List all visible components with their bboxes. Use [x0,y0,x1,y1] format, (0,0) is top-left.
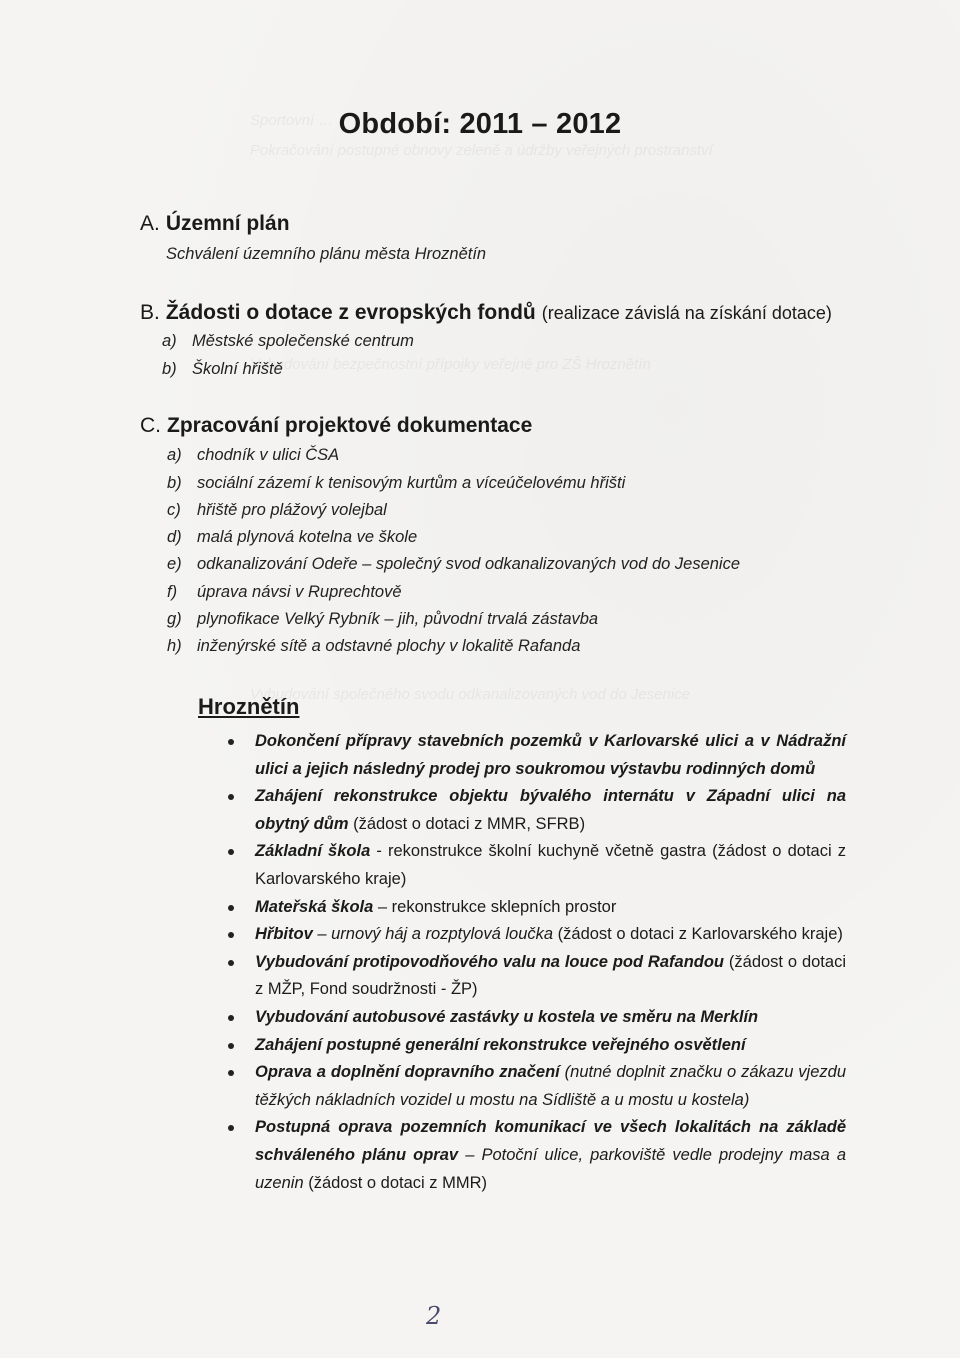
section-b-item [162,360,283,379]
item-text: sociální zázemí k tenisovým kurtům a víceúčelovému hřišti [197,474,626,492]
item-italic: – Potoční ulice, parkoviště vedle prodejny masa a uzenin [255,1145,846,1192]
section-a-item: Schválení územního plánu města Hroznětín [166,245,487,263]
item-label: a) [162,332,177,350]
bullet-icon [228,960,234,966]
section-c-item [167,501,387,520]
item-label: h) [167,637,182,655]
item-italic: (nutné doplnit značku o zákazu vjezdu těžkých nákladních vozidel u mostu na Sídliště a u mostu u kostela) [255,1063,846,1109]
item-rest: (žádost o dotaci z MMR) [303,1173,488,1192]
item-rest: (žádost o dotaci z MMR, SFRB) [348,814,586,833]
item-label: e) [167,555,182,573]
list-item [198,1004,846,1032]
page-title: Období: 2011 – 2012 [338,108,622,140]
item-bold: Postupná oprava pozemních komunikací ve všech lokalitách na základě schváleného plánu oprav [255,1118,846,1164]
bullet-icon [228,932,234,938]
section-c-item [167,583,402,602]
item-label: b) [162,360,177,378]
item-label: b) [167,474,182,492]
bleed-through-text: Pokračování postupné obnovy zeleně a údržby veřejných prostranství [250,142,713,159]
item-text: odkanalizování Odeře – společný svod odkanalizovaných vod do Jesenice [197,555,741,573]
item-italic: – urnový háj a rozptylová loučka [312,925,554,944]
list-item [198,728,846,783]
bullet-icon [228,1015,234,1021]
hroznetin-bullet-list [198,728,846,1197]
item-text: úprava návsi v Ruprechtově [197,583,402,601]
item-text: malá plynová kotelna ve škole [197,528,418,546]
item-bold: Zahájení postupné generální rekonstrukce veřejného osvětlení [255,1035,746,1054]
item-bold: Zahájení rekonstrukce objektu bývalého internátu v Západní ulici na obytný dům [255,787,846,833]
item-rest: - rekonstrukce školní kuchyně včetně gastra (žádost o dotaci z Karlovarského kraje) [255,842,846,888]
item-text: inženýrské sítě a odstavné plochy v lokalitě Rafanda [197,637,581,655]
item-bold: Základní škola [255,842,371,861]
list-item [198,1114,846,1197]
bleed-through-text: Sportovní … [250,112,334,129]
list-item [198,783,846,838]
item-text: Školní hřiště [192,360,283,378]
section-a-heading [140,212,290,236]
item-label: a) [167,446,182,464]
section-letter: B. [140,301,160,324]
item-bold: Vybudování autobusové zastávky u kostela ve směru na Merklín [255,1007,759,1026]
item-bold: Dokončení přípravy stavebních pozemků v Karlovarské ulici a v Nádražní ulici a jejich následný prodej pro soukromou výstavbu rodinných domů [255,732,846,778]
item-label: c) [167,501,181,519]
item-text: chodník v ulici ČSA [197,446,340,464]
list-item [198,894,846,922]
section-c-item [167,446,339,465]
section-c-item [167,528,417,547]
section-c-item [167,610,598,629]
section-title: Územní plán [165,212,290,235]
section-b-item [162,332,414,351]
list-item [198,921,846,949]
section-c-item [167,474,625,493]
section-title: Zpracování projektové dokumentace [167,414,533,437]
bullet-icon [228,905,234,911]
item-label: g) [167,610,182,628]
bullet-icon [228,1070,234,1076]
item-label: d) [167,528,182,546]
list-item [198,838,846,893]
bullet-icon [228,1125,234,1131]
bullet-icon [228,1043,234,1049]
list-item [198,949,846,1004]
section-note: (realizace závislá na získání dotace) [541,303,832,323]
bleed-through-text: Vybudování společného svodu odkanalizovaných vod do Jesenice [250,686,691,703]
list-item [198,1059,846,1114]
section-letter: A. [140,212,160,235]
item-rest: (žádost o dotaci z MŽP, Fond soudržnosti - ŽP) [255,952,846,999]
item-rest: (žádost o dotaci z Karlovarského kraje) [553,925,843,944]
section-c-heading [140,414,532,438]
item-bold: Hřbitov [255,925,313,944]
page-number: 2 [426,1302,442,1330]
section-c-item [167,637,580,656]
section-b-heading [140,301,832,325]
item-label: f) [167,583,178,601]
bullet-icon [228,849,234,855]
item-bold: Mateřská škola [255,897,374,916]
item-bold: Oprava a doplnění dopravního značení [255,1063,560,1082]
section-c-item [167,555,740,574]
item-text: Městské společenské centrum [192,332,414,350]
item-rest: – rekonstrukce sklepních prostor [373,897,617,916]
section-title: Žádosti o dotace z evropských fondů [165,301,536,324]
bullet-icon [228,794,234,800]
bleed-through-text: Vybudování bezpečnostní přípojky veřejné pro ZŠ Hroznětín [250,356,651,373]
bullet-icon [228,739,234,745]
item-bold: Vybudování protipovodňového valu na louce pod Rafandou [255,952,725,971]
list-item [198,1032,846,1060]
hroznetin-heading: Hroznětín [198,694,300,719]
item-text: plynofikace Velký Rybník – jih, původní trvalá zástavba [197,610,599,628]
item-text: hřiště pro plážový volejbal [197,501,387,519]
section-letter: C. [140,414,161,437]
